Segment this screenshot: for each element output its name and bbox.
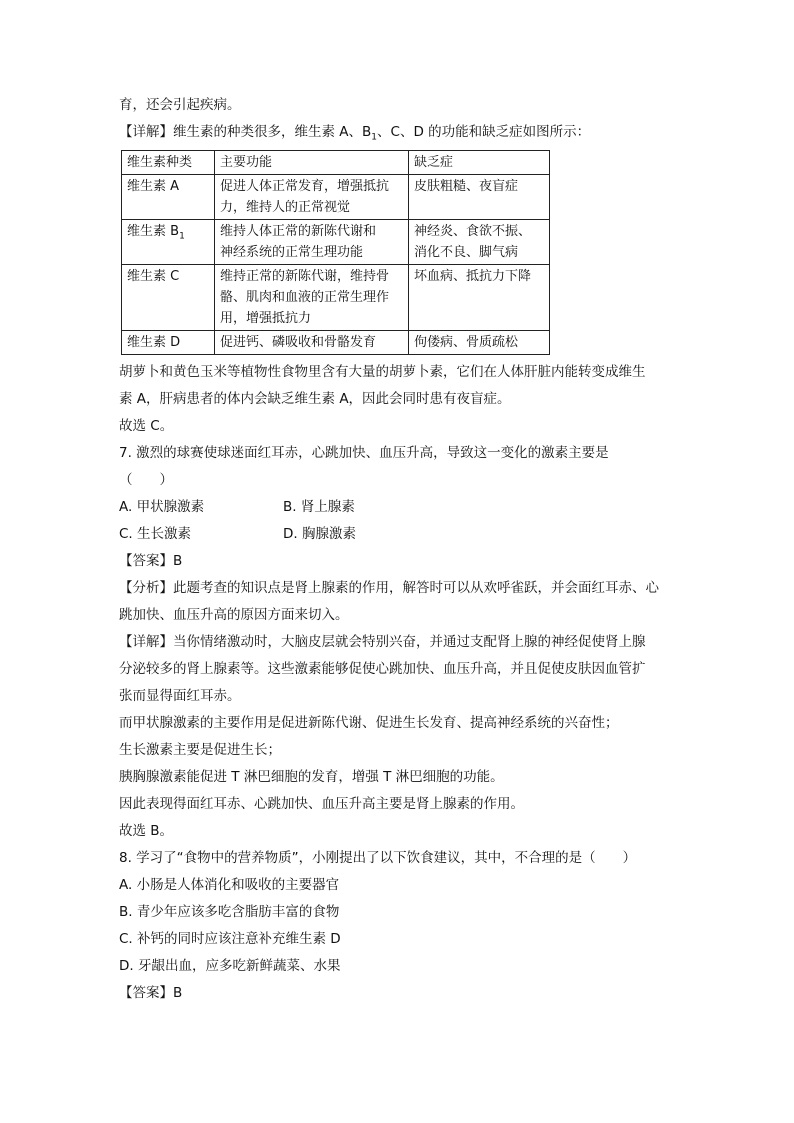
options-row xyxy=(119,521,679,548)
table-header-cell: 缺乏症 xyxy=(409,151,550,175)
table-row xyxy=(122,265,550,331)
detail-heading: 【详解】维生素的种类很多，维生素 A、$B_1$、C、D 的功能和缺乏症如图所示： xyxy=(119,124,591,143)
vitamin-name-cell: 维生素 $B_1$ xyxy=(122,220,215,265)
detail-line: 而甲状腺激素的主要作用是促进新陈代谢、促进生长发育、提高神经系统的兴奋性； xyxy=(119,715,619,731)
option-d: D. 牙龈出血，应多吃新鲜蔬菜、水果 xyxy=(119,958,341,974)
deficiency-cell: 皮肤粗糙、夜盲症 xyxy=(409,175,550,220)
deficiency-cell: 佝偻病、骨质疏松 xyxy=(409,331,550,355)
table-header-cell: 主要功能 xyxy=(215,151,409,175)
options-row xyxy=(119,494,679,521)
answer-line: 【答案】B xyxy=(119,553,183,569)
answer-line: 【答案】B xyxy=(119,985,183,1001)
intro-line: 育，还会引起疾病。 xyxy=(119,97,241,113)
vitamin-name-cell: 维生素 A xyxy=(122,175,215,220)
detail-line: 张而显得面红耳赤。 xyxy=(119,688,241,704)
option-c: C. 生长激素 xyxy=(119,526,192,542)
option-a: A. 甲状腺激素 xyxy=(119,499,205,515)
detail-line: 因此表现得面红耳赤、心跳加快、血压升高主要是肾上腺素的作用。 xyxy=(119,796,524,812)
vitamin-name-cell: 维生素 D xyxy=(122,331,215,355)
detail-line: 胰胸腺激素能促进 T 淋巴细胞的发育，增强 T 淋巴细胞的功能。 xyxy=(119,769,504,785)
option-b: B. 青少年应该多吃含脂肪丰富的食物 xyxy=(119,904,340,920)
choice-line: 故选 B。 xyxy=(119,823,174,839)
deficiency-cell: 坏血病、抵抗力下降 xyxy=(409,265,550,331)
table-row xyxy=(122,220,550,265)
function-cell: 促进钙、磷吸收和骨骼发育 xyxy=(215,331,409,355)
detail-line: 【详解】当你情绪激动时，大脑皮层就会特别兴奋，并通过支配肾上腺的神经促使肾上腺 xyxy=(119,634,646,650)
question-8-stem: 8. 学习了“食物中的营养物质”，小刚提出了以下饮食建议，其中，不合理的是（ ） xyxy=(119,850,637,866)
table-row xyxy=(122,331,550,355)
question-7-paren: （ ） xyxy=(119,472,173,488)
deficiency-cell: 神经炎、食欲不振、 消化不良、脚气病 xyxy=(409,220,550,265)
function-cell: 维持正常的新陈代谢，维持骨 骼、肌肉和血液的正常生理作 用，增强抵抗力 xyxy=(215,265,409,331)
table-header-cell: 维生素种类 xyxy=(122,151,215,175)
option-d: D. 胸腺激素 xyxy=(283,526,356,542)
table-header-row xyxy=(122,151,550,175)
document-page xyxy=(119,92,679,1007)
detail-line: 分泌较多的肾上腺素等。这些激素能够促使心跳加快、血压升高，并且促使皮肤因血管扩 xyxy=(119,661,646,677)
function-cell: 维持人体正常的新陈代谢和 神经系统的正常生理功能 xyxy=(215,220,409,265)
option-c: C. 补钙的同时应该注意补充维生素 D xyxy=(119,931,341,947)
analysis-line: 跳加快、血压升高的原因方面来切入。 xyxy=(119,607,349,623)
vitamin-table xyxy=(121,150,550,355)
carotene-paragraph: 胡萝卜和黄色玉米等植物性食物里含有大量的胡萝卜素，它们在人体肝脏内能转变成维生 素 A，肝病患者的体内会缺乏维生素 A，因此会同时患有夜盲症。 xyxy=(119,364,646,407)
function-cell: 促进人体正常发育，增强抵抗 力，维持人的正常视觉 xyxy=(215,175,409,220)
table-row xyxy=(122,175,550,220)
choice-line: 故选 C。 xyxy=(119,418,174,434)
option-b: B. 肾上腺素 xyxy=(283,499,355,515)
analysis-line: 【分析】此题考查的知识点是肾上腺素的作用，解答时可以从欢呼雀跃，并会面红耳赤、心 xyxy=(119,580,659,596)
question-7-stem: 7. 激烈的球赛使球迷面红耳赤，心跳加快、血压升高，导致这一变化的激素主要是 xyxy=(119,445,609,461)
vitamin-name-cell: 维生素 C xyxy=(122,265,215,331)
vitamin-table-wrap xyxy=(121,150,679,355)
detail-line: 生长激素主要是促进生长； xyxy=(119,742,281,758)
option-a: A. 小肠是人体消化和吸收的主要器官 xyxy=(119,877,340,893)
